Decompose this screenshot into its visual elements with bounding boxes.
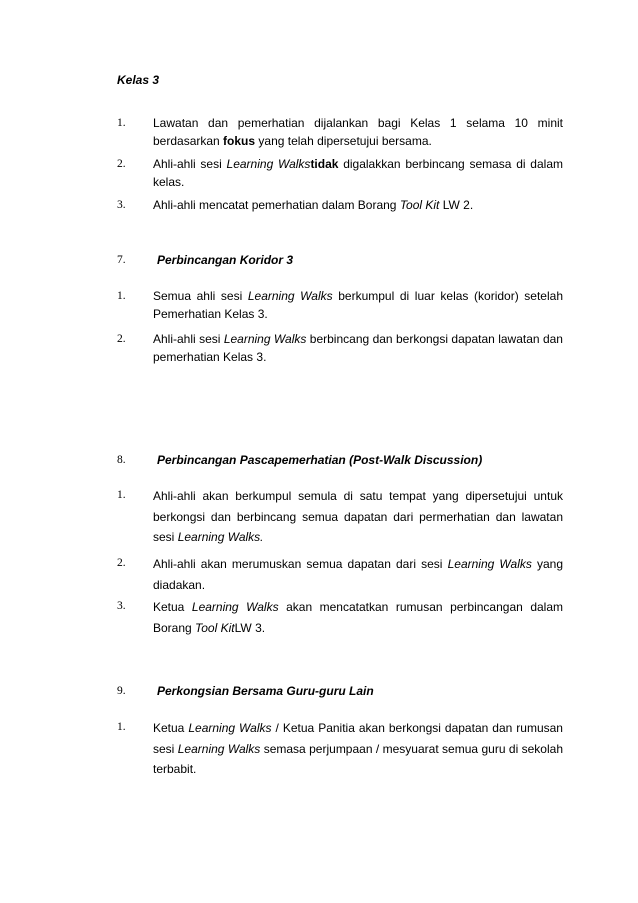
section7-item-1: 1. Semua ahli sesi Learning Walks berkumpul di luar kelas (koridor) setelah Pemerhatian Kelas 3. (117, 289, 563, 321)
list-number: 1. (117, 117, 126, 129)
list-number: 2. (117, 557, 126, 569)
kelas3-item-3: 3. Ahli-ahli mencatat pemerhatian dalam Borang Tool Kit LW 2. (117, 198, 474, 212)
kelas3-item-1: 1. Lawatan dan pemerhatian dijalankan bagi Kelas 1 selama 10 minit berdasarkan fokus yang telah dipersetujui bersama. (117, 116, 563, 148)
section-number: 7. (117, 254, 126, 266)
section-number: 9. (117, 685, 126, 697)
list-number: 2. (117, 158, 126, 170)
section-title: Perkongsian Bersama Guru-guru Lain (157, 684, 374, 698)
section7-item-2: 2. Ahli-ahli sesi Learning Walks berbincang dan berkongsi dapatan lawatan dan pemerhatian Kelas 3. (117, 332, 563, 364)
kelas3-item-2: 2. Ahli-ahli sesi Learning Walkstidak digalakkan berbincang semasa di dalam kelas. (117, 157, 563, 189)
list-number: 3. (117, 199, 126, 211)
kelas3-heading: Kelas 3 (117, 73, 160, 87)
section-title: Perbincangan Koridor 3 (157, 253, 294, 267)
section9-item-1: 1. Ketua Learning Walks / Ketua Panitia akan berkongsi dapatan dan rumusan sesi Learning Walks semasa perjumpaan / mesyuarat semua guru di sekolah terbabit. (117, 718, 563, 780)
list-number: 3. (117, 600, 126, 612)
section-number: 8. (117, 454, 126, 466)
list-number: 2. (117, 333, 126, 345)
list-number: 1. (117, 489, 126, 501)
list-number: 1. (117, 290, 126, 302)
section8-item-1: 1. Ahli-ahli akan berkumpul semula di satu tempat yang dipersetujui untuk berkongsi dan berbincang semua dapatan dari permerhatian dan lawatan sesi Learning Walks. (117, 486, 563, 548)
section-8-heading (117, 453, 563, 469)
section8-item-2: 2. Ahli-ahli akan merumuskan semua dapatan dari sesi Learning Walks yang diadakan. (117, 554, 563, 595)
section8-item-3: 3. Ketua Learning Walks akan mencatatkan rumusan perbincangan dalam Borang Tool KitLW 3. (117, 597, 563, 638)
section-9-heading (117, 684, 563, 700)
section-title: Perbincangan Pascapemerhatian (Post-Walk Discussion) (157, 453, 483, 467)
section-7-heading (117, 253, 563, 269)
list-number: 1. (117, 721, 126, 733)
